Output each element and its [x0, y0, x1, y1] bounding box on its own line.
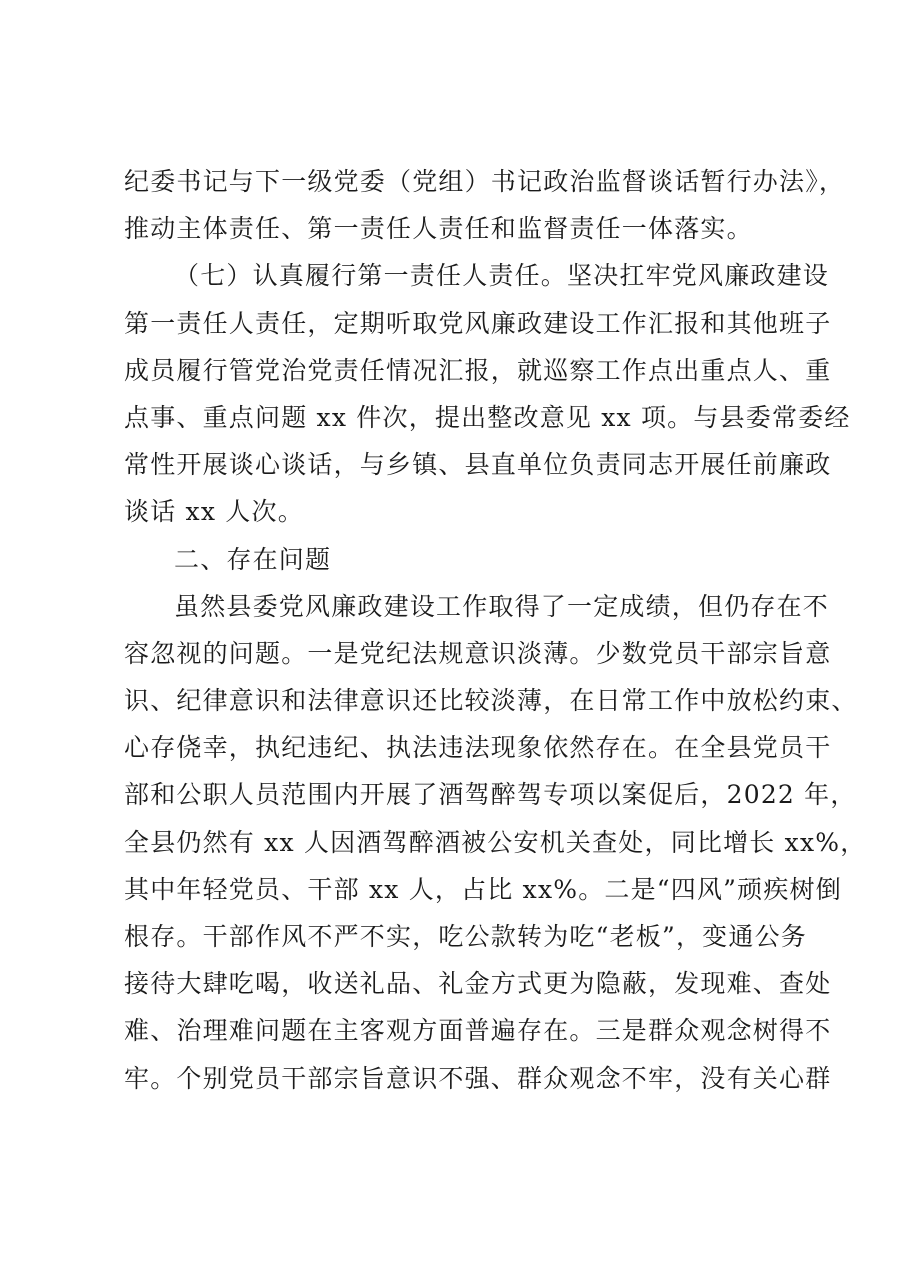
- paragraph-continued: [124, 158, 846, 252]
- text-line: 其中年轻党员、干部 xx 人，占比 xx%。二是“四风”顽疾树倒: [124, 874, 842, 904]
- text-line: 牢。个别党员干部宗旨意识不强、群众观念不牢，没有关心群: [124, 1063, 832, 1093]
- text-line: 常性开展谈心谈话，与乡镇、县直单位负责同志开展任前廉政: [124, 450, 832, 480]
- text-line: 点事、重点问题 xx 件次，提出整改意见 xx 项。与县委常委经: [124, 402, 851, 432]
- text-line: 容忽视的问题。一是党纪法规意识淡薄。少数党员干部宗旨意: [124, 638, 832, 668]
- text-line: 纪委书记与下一级党委（党组）书记政治监督谈话暂行办法》，: [124, 167, 846, 196]
- paragraph-section-seven: [124, 252, 851, 535]
- text-line: 虽然县委党风廉政建设工作取得了一定成绩，但仍存在不: [174, 591, 830, 621]
- section-heading: 二、存在问题: [174, 544, 332, 574]
- text-line: 全县仍然有 xx 人因酒驾醉酒被公安机关查处，同比增长 xx%，: [124, 827, 867, 857]
- text-line: 心存侥幸，执纪违纪、执法违法现象依然存在。在全县党员干: [124, 733, 832, 763]
- text-line: 推动主体责任、第一责任人责任和监督责任一体落实。: [124, 214, 753, 244]
- text-line: 难、治理难问题在主客观方面普遍存在。三是群众观念树得不: [124, 1016, 832, 1046]
- text-line: 根存。干部作风不严不实，吃公款转为吃“老板”，变通公务: [124, 922, 807, 951]
- paragraph-problems: [124, 583, 867, 1102]
- document-body: [124, 158, 867, 1102]
- text-line: 接待大肆吃喝，收送礼品、礼金方式更为隐蔽，发现难、查处: [124, 969, 832, 999]
- text-line: （七）认真履行第一责任人责任。坚决扛牢党风廉政建设: [174, 261, 830, 291]
- text-line: 成员履行管党治党责任情况汇报，就巡察工作点出重点人、重: [124, 355, 832, 385]
- text-line: 第一责任人责任，定期听取党风廉政建设工作汇报和其他班子: [124, 308, 832, 338]
- section-heading-problems: [124, 536, 804, 583]
- text-line: 部和公职人员范围内开展了酒驾醉驾专项以案促后，2022 年，: [124, 780, 857, 810]
- text-line: 谈话 xx 人次。: [124, 497, 304, 527]
- text-line: 识、纪律意识和法律意识还比较淡薄，在日常工作中放松约束、: [124, 686, 858, 716]
